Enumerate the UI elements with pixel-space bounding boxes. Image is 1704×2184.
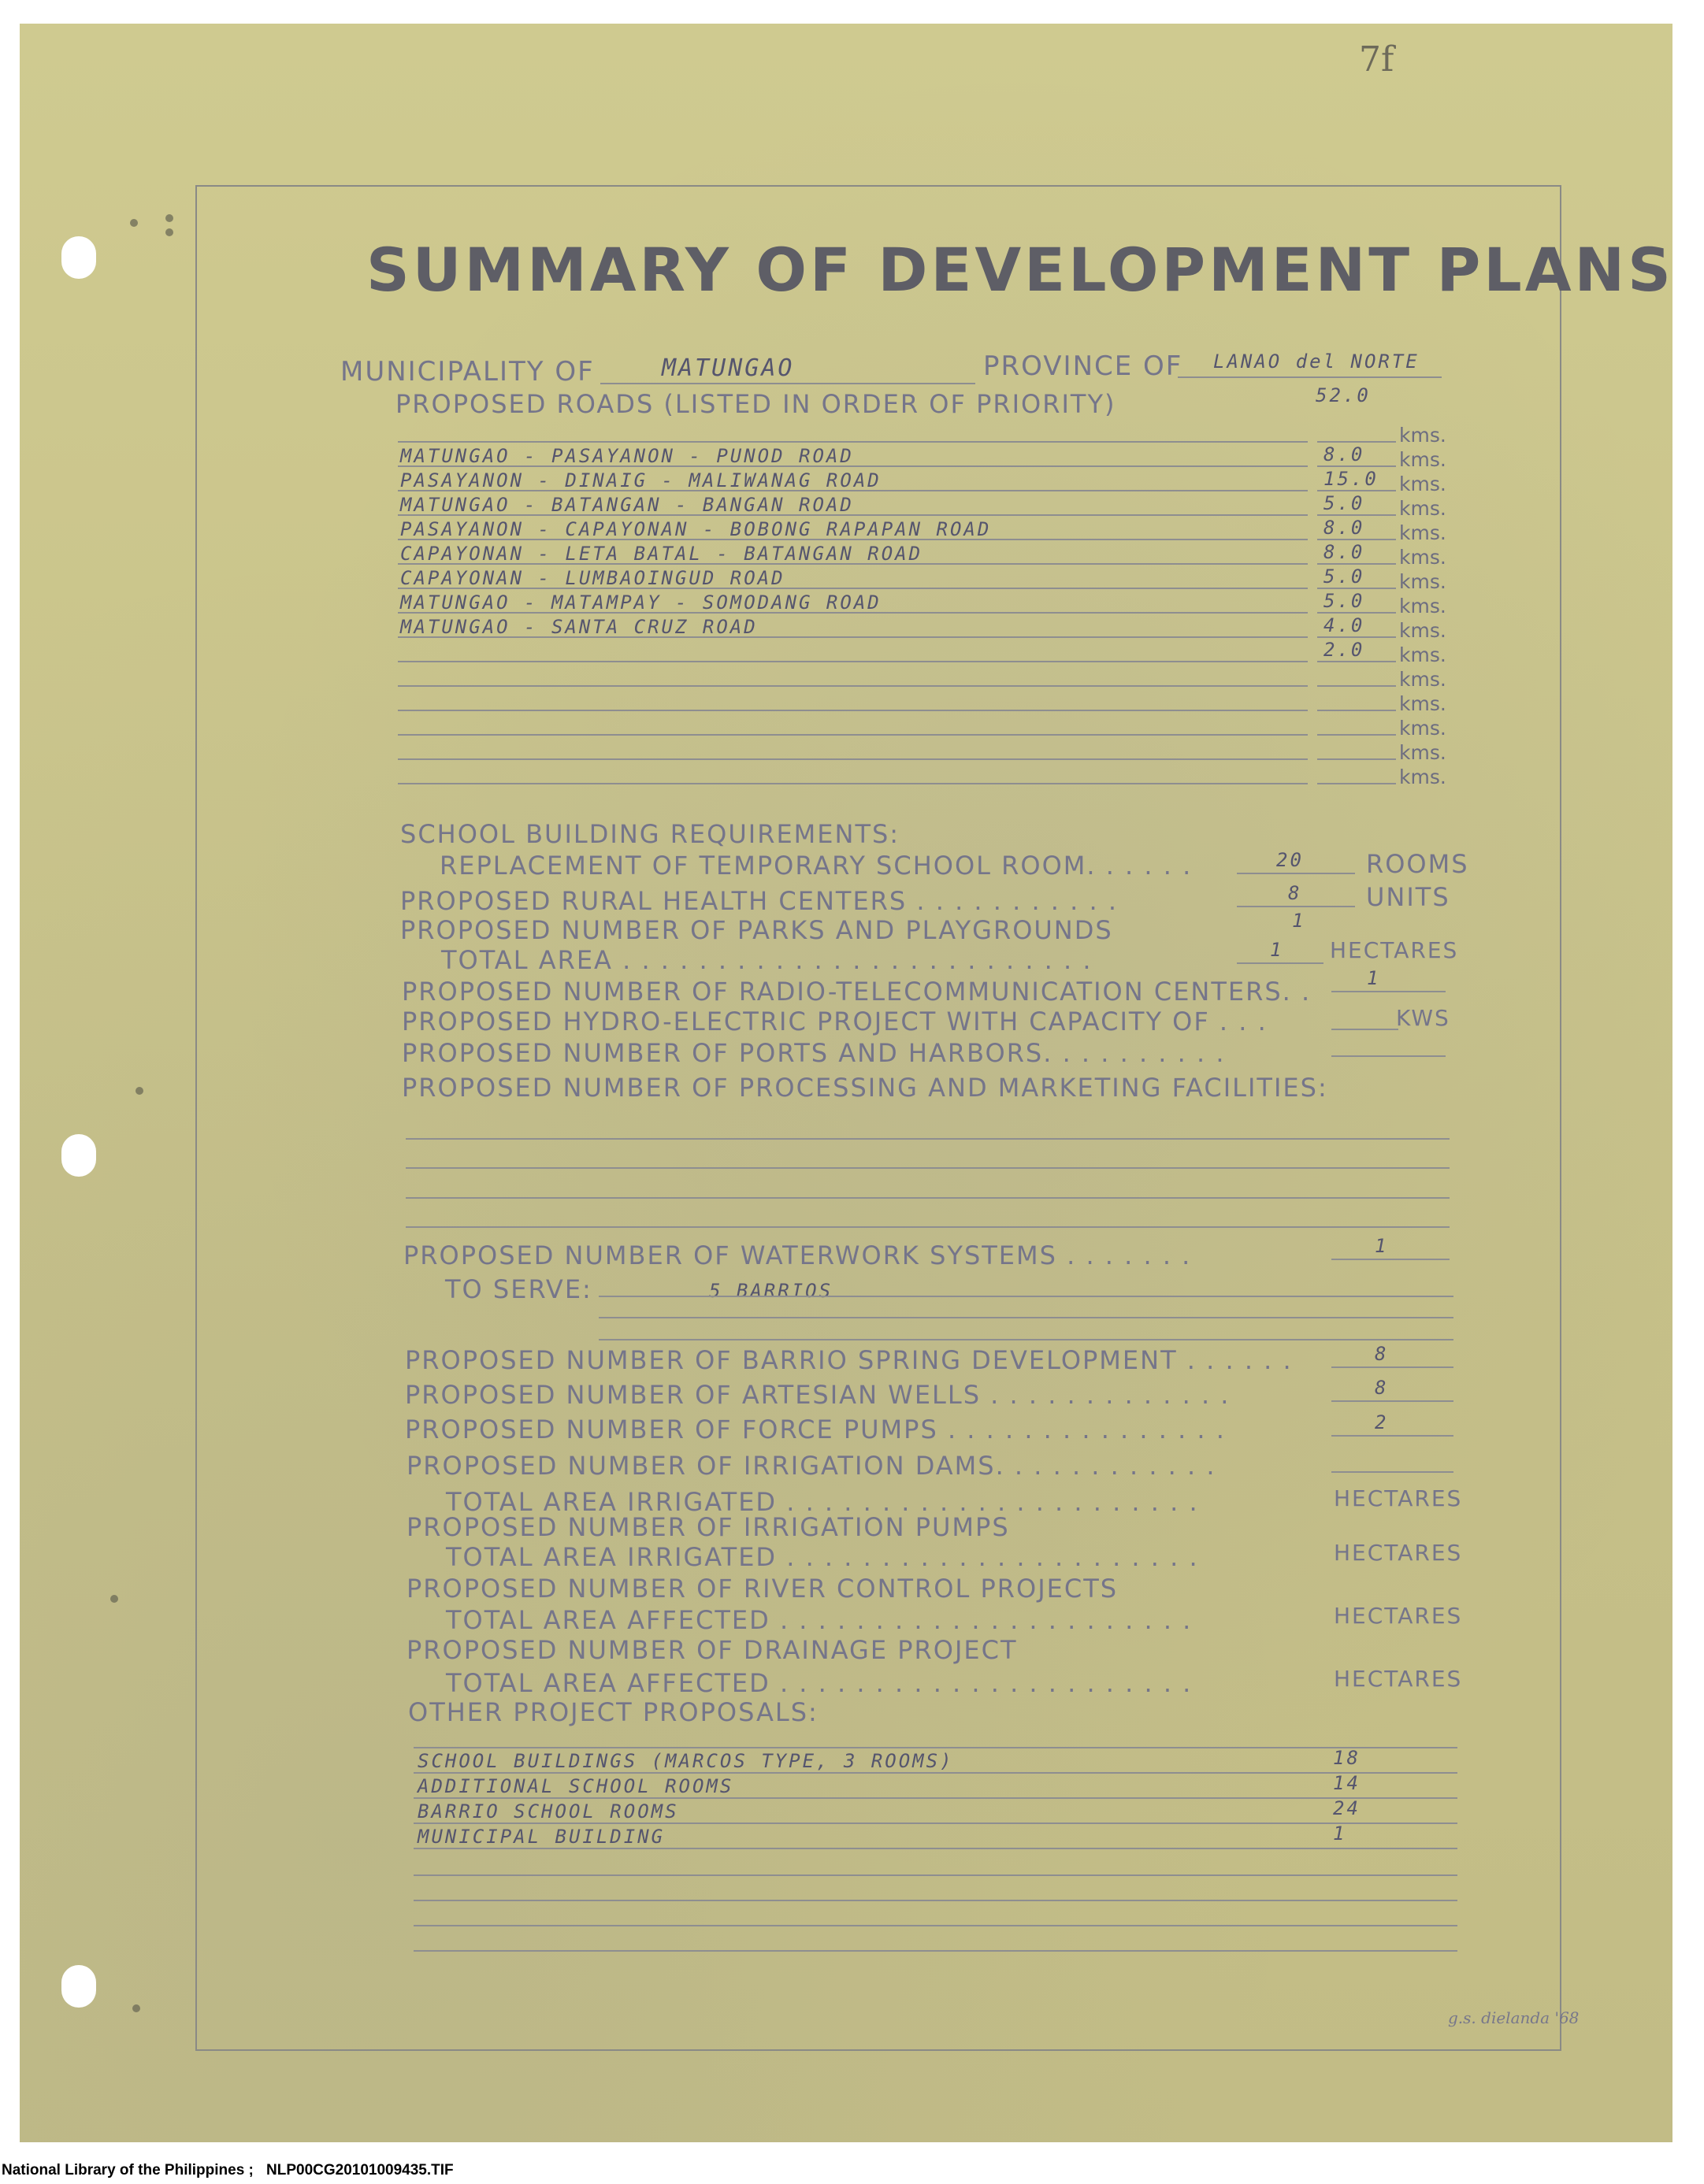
road-km: 8.0 [1323,443,1365,465]
province-line [1178,376,1442,378]
other-line [414,1772,1457,1774]
road-km-unit: kms. [1399,570,1446,593]
road-km-line [1317,783,1396,784]
health-line [1237,906,1355,907]
road-km-line [1317,465,1396,467]
radio-line [1331,991,1446,992]
spring-value: 8 [1375,1343,1389,1365]
other-line [414,1848,1457,1849]
force-pumps-label: PROPOSED NUMBER OF FORCE PUMPS . . . . . . . . . . . . . . . [405,1415,1226,1444]
corner-mark: 7f [1359,39,1394,80]
waterwork-serve-line [599,1317,1453,1318]
road-line [398,758,1308,760]
other-proposals-label: OTHER PROJECT PROPOSALS: [408,1697,819,1727]
road-km-unit: kms. [1399,619,1446,642]
health-label: PROPOSED RURAL HEALTH CENTERS . . . . . . . . . . . [400,886,1118,916]
road-line [398,685,1308,687]
river-control-area-unit: HECTARES [1334,1603,1463,1629]
artesian-line [1331,1400,1453,1402]
other-line [414,1797,1457,1799]
road-line [398,636,1308,638]
processing-line [406,1226,1450,1228]
binder-hole [61,1965,96,2008]
hydro-unit: KWS [1396,1005,1450,1031]
road-km-line [1317,514,1396,516]
road-name: MATUNGAO - SANTA CRUZ ROAD [400,616,758,638]
municipality-label: MUNICIPALITY OF [340,356,595,387]
artesian-value: 8 [1375,1377,1389,1399]
road-km-line [1317,734,1396,736]
hydro-label: PROPOSED HYDRO-ELECTRIC PROJECT WITH CAPACITY OF . . . [402,1007,1268,1036]
irrigation-dams-label: PROPOSED NUMBER OF IRRIGATION DAMS. . . . . . . . . . . . [407,1451,1216,1481]
speck [130,219,138,227]
radio-value: 1 [1367,967,1381,989]
road-name: MATUNGAO - PASAYANON - PUNOD ROAD [400,445,854,467]
road-km-unit: kms. [1399,424,1446,447]
road-km: 8.0 [1323,517,1365,539]
province-label: PROVINCE OF [983,350,1183,382]
road-line [398,441,1308,443]
speck [165,214,173,222]
river-control-label: PROPOSED NUMBER OF RIVER CONTROL PROJECTS [407,1574,1119,1604]
waterwork-value: 1 [1375,1235,1389,1257]
road-line [398,490,1308,491]
other-proposal-name: MUNICIPAL BUILDING [418,1826,666,1848]
waterwork-serve-line [599,1339,1453,1340]
processing-line [406,1197,1450,1199]
irrigation-dams-line [1331,1471,1453,1473]
road-line [398,710,1308,711]
road-line [398,588,1308,589]
municipality-line [600,383,975,384]
road-km-unit: kms. [1399,692,1446,715]
road-line [398,661,1308,662]
archive-footer [0,2156,1704,2184]
road-name: PASAYANON - CAPAYONAN - BOBONG RAPAPAN ROAD [400,518,992,540]
road-km-unit: kms. [1399,717,1446,740]
speck [136,1087,143,1095]
health-unit: UNITS [1366,882,1450,912]
irrigation-pumps-label: PROPOSED NUMBER OF IRRIGATION PUMPS [407,1512,1010,1542]
road-km-unit: kms. [1399,546,1446,569]
road-km-unit: kms. [1399,521,1446,544]
other-line [414,1822,1457,1824]
parks-area-line [1237,962,1323,964]
binder-hole [61,236,96,279]
hydro-line [1331,1029,1398,1030]
road-line [398,612,1308,614]
other-line [414,1747,1457,1748]
road-line [398,783,1308,784]
blank-line [414,1950,1457,1952]
speck [165,228,173,236]
irrigation-pumps-area-label: TOTAL AREA IRRIGATED . . . . . . . . . . . . . . . . . . . . . . [446,1542,1199,1572]
replacement-line [1237,873,1355,874]
road-km: 2.0 [1323,639,1365,661]
processing-line [406,1138,1450,1140]
other-proposal-value: 24 [1333,1797,1361,1819]
road-km-unit: kms. [1399,766,1446,788]
other-proposal-value: 18 [1333,1747,1361,1769]
river-control-area-label: TOTAL AREA AFFECTED . . . . . . . . . . . . . . . . . . . . . . [446,1605,1193,1635]
road-km-line [1317,490,1396,491]
spring-label: PROPOSED NUMBER OF BARRIO SPRING DEVELOPMENT . . . . . . [405,1345,1293,1375]
irrigation-dams-area-label: TOTAL AREA IRRIGATED . . . . . . . . . . . . . . . . . . . . . . [446,1487,1199,1517]
road-line [398,734,1308,736]
road-km-line [1317,539,1396,540]
roads-heading: PROPOSED ROADS (LISTED IN ORDER OF PRIORITY) [395,389,1116,419]
waterwork-line [1331,1259,1450,1260]
spring-line [1331,1366,1453,1368]
waterwork-serve-value: 5 BARRIOS [709,1280,833,1302]
other-proposal-value: 14 [1333,1772,1361,1794]
road-km: 5.0 [1323,565,1365,588]
roads-total: 52.0 [1316,384,1371,406]
road-km-unit: kms. [1399,473,1446,495]
road-km-unit: kms. [1399,448,1446,471]
road-km: 15.0 [1323,468,1379,490]
road-km-line [1317,563,1396,565]
parks-value: 1 [1292,910,1306,932]
artesian-label: PROPOSED NUMBER OF ARTESIAN WELLS . . . . . . . . . . . . . [405,1380,1231,1410]
parks-area-label: TOTAL AREA . . . . . . . . . . . . . . . . . . . . . . . . . [441,945,1093,975]
draftsman-signature: g.s. dielanda '68 [1448,2008,1580,2027]
replacement-unit: ROOMS [1366,849,1469,879]
force-pumps-value: 2 [1375,1411,1389,1433]
road-name: MATUNGAO - MATAMPAY - SOMODANG ROAD [400,591,882,614]
road-km-unit: kms. [1399,643,1446,666]
other-proposal-name: BARRIO SCHOOL ROOMS [418,1800,679,1822]
road-name: CAPAYONAN - LETA BATAL - BATANGAN ROAD [400,543,923,565]
blank-line [414,1900,1457,1901]
road-km-line [1317,661,1396,662]
municipality-value: MATUNGAO [662,354,795,382]
drainage-area-label: TOTAL AREA AFFECTED . . . . . . . . . . . . . . . . . . . . . . [446,1668,1193,1698]
parks-area-value: 1 [1270,939,1284,961]
road-km-line [1317,758,1396,760]
irrigation-pumps-area-unit: HECTARES [1334,1540,1463,1566]
road-line [398,563,1308,565]
road-km-line [1317,636,1396,638]
waterwork-serve-label: TO SERVE: [445,1274,592,1304]
force-pumps-line [1331,1435,1453,1437]
road-name: PASAYANON - DINAIG - MALIWANAG ROAD [400,469,882,491]
road-line [398,539,1308,540]
road-km-line [1317,588,1396,589]
ports-label: PROPOSED NUMBER OF PORTS AND HARBORS. . . . . . . . . . [402,1038,1226,1068]
footer-file: NLP00CG20101009435.TIF [266,2162,454,2178]
road-km: 8.0 [1323,541,1365,563]
processing-label: PROPOSED NUMBER OF PROCESSING AND MARKETING FACILITIES: [402,1073,1328,1103]
road-km-line [1317,710,1396,711]
school-building-label: SCHOOL BUILDING REQUIREMENTS: [400,819,900,849]
road-km-unit: kms. [1399,497,1446,520]
speck [132,2004,140,2012]
processing-line [406,1167,1450,1169]
road-km-line [1317,612,1396,614]
ports-line [1331,1055,1446,1057]
road-km-unit: kms. [1399,595,1446,617]
footer-library: National Library of the Philippines ; [2,2162,254,2178]
blank-line [414,1874,1457,1876]
drainage-label: PROPOSED NUMBER OF DRAINAGE PROJECT [407,1635,1018,1665]
page-title: SUMMARY OF DEVELOPMENT PLANS [366,235,1674,305]
other-proposal-name: ADDITIONAL SCHOOL ROOMS [418,1775,734,1797]
road-km-line [1317,441,1396,443]
binder-hole [61,1134,96,1177]
drainage-area-unit: HECTARES [1334,1666,1463,1692]
road-km-line [1317,685,1396,687]
waterwork-label: PROPOSED NUMBER OF WATERWORK SYSTEMS . . . . . . . [403,1240,1192,1270]
blank-line [414,1925,1457,1926]
parks-area-unit: HECTARES [1330,937,1459,963]
irrigation-dams-area-unit: HECTARES [1334,1485,1463,1511]
replacement-value: 20 [1276,849,1304,871]
road-km-unit: kms. [1399,668,1446,691]
health-value: 8 [1288,882,1302,904]
province-value: LANAO del NORTE [1213,350,1420,373]
road-km-unit: kms. [1399,741,1446,764]
other-proposal-name: SCHOOL BUILDINGS (MARCOS TYPE, 3 ROOMS) [418,1750,954,1772]
replacement-label: REPLACEMENT OF TEMPORARY SCHOOL ROOM. . . . . . [440,851,1193,881]
road-line [398,514,1308,516]
road-km: 5.0 [1323,590,1365,612]
speck [110,1595,118,1603]
road-km: 5.0 [1323,492,1365,514]
waterwork-serve-line [599,1296,1453,1297]
road-line [398,465,1308,467]
road-km: 4.0 [1323,614,1365,636]
road-name: MATUNGAO - BATANGAN - BANGAN ROAD [400,494,854,516]
other-proposal-value: 1 [1333,1822,1347,1845]
parks-label: PROPOSED NUMBER OF PARKS AND PLAYGROUNDS [400,915,1113,945]
radio-label: PROPOSED NUMBER OF RADIO-TELECOMMUNICATION CENTERS. . [402,977,1312,1007]
road-name: CAPAYONAN - LUMBAOINGUD ROAD [400,567,785,589]
